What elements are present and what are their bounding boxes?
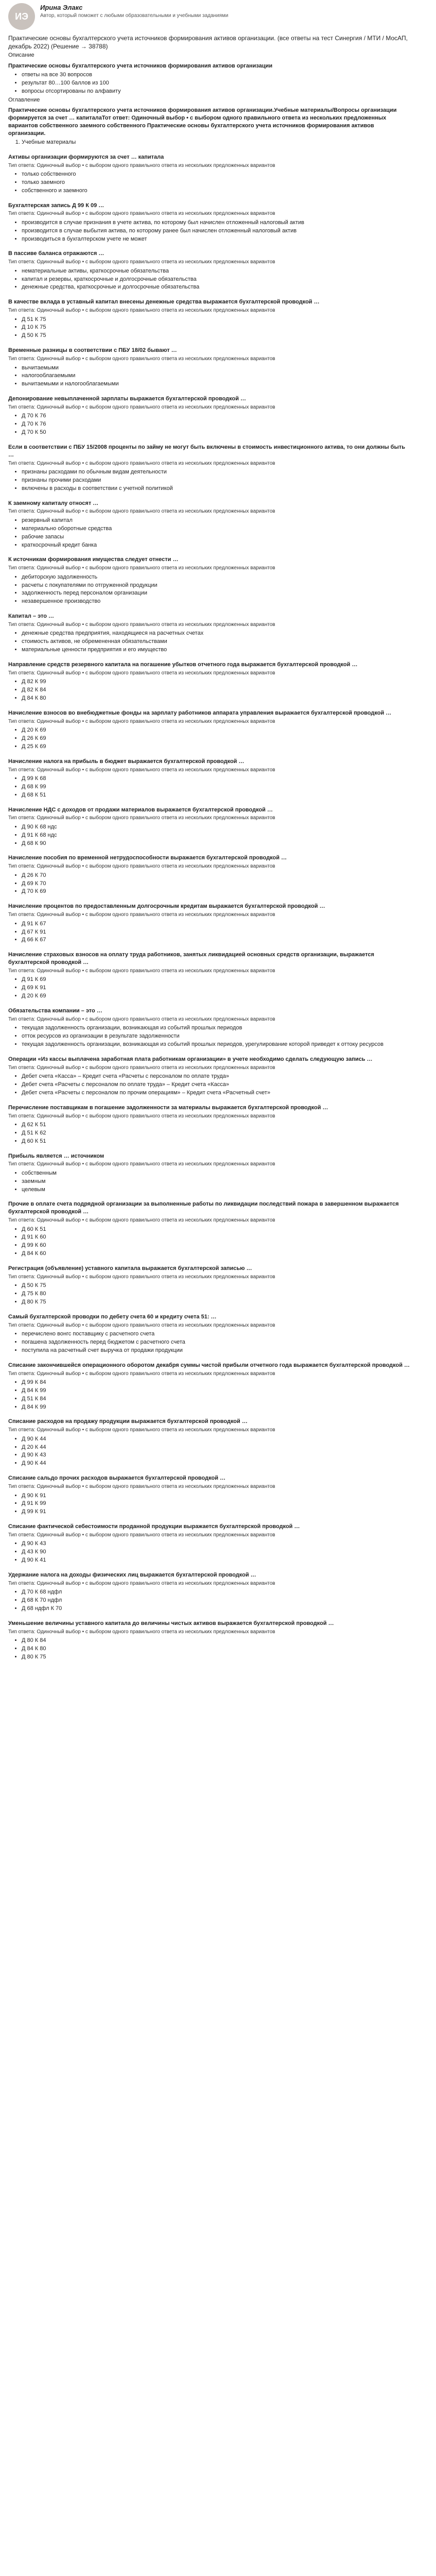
answer-option: • Д 60 К 51: [22, 1138, 411, 1145]
answer-option: • Д 68 К 51: [22, 791, 411, 799]
question-title: К источникам формирования имущества следует отнести …: [8, 556, 179, 563]
answer-option: • Д 80 К 75: [22, 1298, 411, 1306]
question-title: Самый бухгалтерской проводки по дебету счета 60 и кредиту счета 51: …: [8, 1313, 217, 1320]
question-type: Тип ответа: Одиночный выбор • с выбором одного правильного ответа из нескольких предложенных вариантов: [8, 1580, 275, 1586]
question-block: [8, 1523, 411, 1564]
question-block: [8, 1200, 411, 1258]
contents-heading: Практические основы бухгалтерского учета источников формирования активов организации.Учебные материалы/Вопросы организации формируется за счет … капиталаТот ответ: Одиночный выбор • с выбором одного правильного ответа из нескольких предложенных вариантов собственного заемного собственного Практические основы бухгалтерского учета источников формирования активов организации.: [8, 107, 397, 137]
question-type: Тип ответа: Одиночный выбор • с выбором одного правильного ответа из нескольких предложенных вариантов: [8, 162, 275, 168]
answer-option: • поступила на расчетный счет выручка от продажи продукции: [22, 1347, 411, 1354]
list-item: • результат 80…100 баллов из 100: [22, 79, 411, 87]
question-type: Тип ответа: Одиночный выбор • с выбором одного правильного ответа из нескольких предложенных вариантов: [8, 1016, 275, 1022]
answer-option: • Д 84 К 80: [22, 1645, 411, 1653]
answer-options: [8, 1588, 411, 1613]
question-type: Тип ответа: Одиночный выбор • с выбором одного правильного ответа из нескольких предложенных вариантов: [8, 211, 275, 217]
question-type: Тип ответа: Одиночный выбор • с выбором одного правильного ответа из нескольких предложенных вариантов: [8, 670, 275, 676]
question-type: Тип ответа: Одиночный выбор • с выбором одного правильного ответа из нескольких предложенных вариантов: [8, 1484, 275, 1489]
question-type: Тип ответа: Одиночный выбор • с выбором одного правильного ответа из нескольких предложенных вариантов: [8, 509, 275, 515]
answer-options: [8, 1540, 411, 1564]
answer-options: [8, 267, 411, 292]
answer-options: [8, 573, 411, 605]
question-block: [8, 1362, 411, 1411]
question-title: Начисление НДС с доходов от продажи материалов выражается бухгалтерской проводкой …: [8, 806, 273, 813]
question-type: Тип ответа: Одиночный выбор • с выбором одного правильного ответа из нескольких предложенных вариантов: [8, 863, 275, 870]
page-title: Практические основы бухгалтерского учета источников формирования активов организации. (все ответы на тест Синергия / МТИ / МосАП, декабрь 2022) (Решение → 38788): [8, 35, 408, 50]
answer-option: • заемным: [22, 1178, 411, 1185]
list-item: • ответы на все 30 вопросов: [22, 71, 411, 79]
question-type: Тип ответа: Одиночный выбор • с выбором одного правильного ответа из нескольких предложенных вариантов: [8, 404, 275, 410]
answer-options: [8, 517, 411, 549]
question-type: Тип ответа: Одиночный выбор • с выбором одного правильного ответа из нескольких предложенных вариантов: [8, 1532, 275, 1538]
question-type: Тип ответа: Одиночный выбор • с выбором одного правильного ответа из нескольких предложенных вариантов: [8, 259, 275, 265]
answer-option: • Д 90 К 91: [22, 1492, 411, 1500]
answer-option: • Д 66 К 67: [22, 936, 411, 944]
question-block: [8, 903, 411, 944]
answer-option: • резервный капитал: [22, 517, 411, 524]
description-label: Описание: [8, 52, 34, 59]
answer-option: • Д 99 К 60: [22, 1242, 411, 1249]
answer-option: • Д 91 К 60: [22, 1233, 411, 1241]
answer-options: [8, 823, 411, 848]
question-title: Операции «Из кассы выплачена заработная плата работникам организации» в учете необходимо сделать следующую запись …: [8, 1056, 373, 1062]
answer-option: • Д 20 К 44: [22, 1444, 411, 1451]
question-title: К заемному капиталу относят …: [8, 500, 99, 506]
question-title: В качестве вклада в уставный капитал внесены денежные средства выражается бухгалтерской проводкой …: [8, 299, 320, 306]
question-title: Если в соответствии с ПБУ 15/2008 проценты по займу не могут быть включены в стоимость инвестиционного актива, то они должны быть …: [8, 444, 405, 458]
answer-option: • Дебет счета «Расчеты с персоналом по оплате труда» – Кредит счета «Касса»: [22, 1081, 411, 1089]
answer-option: • стоимость активов, не обремененная обязательствами: [22, 638, 411, 646]
answer-option: • расчеты с покупателями по отгруженной продукции: [22, 582, 411, 589]
answer-option: • Д 75 К 80: [22, 1290, 411, 1298]
answer-option: • Д 51 К 75: [22, 316, 411, 324]
answer-options: [8, 976, 411, 1000]
answer-option: • Д 90 К 41: [22, 1556, 411, 1564]
answer-option: • Д 20 К 69: [22, 726, 411, 734]
answer-option: • краткосрочный кредит банка: [22, 541, 411, 549]
answer-option: • Д 70 К 68 ндфл: [22, 1588, 411, 1596]
answer-options: [8, 1492, 411, 1516]
answer-option: • Д 84 К 80: [22, 694, 411, 702]
question-title: Обязательства компании – это …: [8, 1007, 102, 1014]
question-title: Регистрация (объявление) уставного капитала выражается бухгалтерской записью …: [8, 1265, 252, 1272]
question-block: [8, 500, 411, 549]
contents-label: Оглавление: [8, 96, 40, 103]
answer-options: [8, 920, 411, 944]
question-type: Тип ответа: Одиночный выбор • с выбором одного правильного ответа из нескольких предложенных вариантов: [8, 1629, 275, 1635]
answer-option: • Д 91 К 68 ндс: [22, 832, 411, 839]
question-title: Бухгалтерская запись Д 99 К 09 …: [8, 202, 104, 209]
question-title: Списание фактической себестоимости проданной продукции выражается бухгалтерской проводкой …: [8, 1523, 300, 1530]
answer-option: • Д 90 К 44: [22, 1435, 411, 1443]
answer-option: • Д 51 К 62: [22, 1129, 411, 1137]
answer-options: [8, 726, 411, 751]
answer-option: • Д 51 К 84: [22, 1395, 411, 1403]
question-block: [8, 1007, 411, 1048]
answer-option: • включены в расходы в соответствии с учетной политикой: [22, 485, 411, 493]
answer-options: [8, 219, 411, 243]
question-block: [8, 613, 411, 654]
question-title: Удержание налога на доходы физических лиц выражается бухгалтерской проводкой …: [8, 1571, 256, 1578]
question-block: [8, 347, 411, 388]
answer-option: • вычитаемыми: [22, 364, 411, 372]
answer-options: [8, 364, 411, 388]
answer-options: [8, 775, 411, 799]
question-block: [8, 1620, 411, 1661]
question-block: [8, 556, 411, 605]
author-name[interactable]: Ирина Элакс: [40, 4, 83, 11]
question-block: [8, 444, 411, 493]
answer-option: • вычитаемыми и налогооблагаемыми: [22, 380, 411, 388]
answer-option: • Д 90 К 68 ндс: [22, 823, 411, 831]
answer-options: [8, 468, 411, 493]
question-title: Прочие в оплате счета подрядной организации за выполненные работы по ликвидации последствий пожара в завершенном выражается бухгалтерской проводкой …: [8, 1201, 399, 1215]
question-title: Уменьшение величины уставного капитала до величины чистых активов выражается бухгалтерской проводкой …: [8, 1620, 334, 1626]
answer-option: • Д 99 К 68: [22, 775, 411, 783]
answer-options: [8, 316, 411, 340]
answer-option: • нематериальные активы, краткосрочные обязательства: [22, 267, 411, 275]
answer-option: • Д 20 К 69: [22, 992, 411, 1000]
question-title: Перечисление поставщикам в погашение задолженности за материалы выражается бухгалтерской проводкой …: [8, 1104, 328, 1111]
author-description: Автор, который поможет с любыми образовательными и учебными заданиями: [40, 12, 229, 19]
question-title: Временные разницы в соответствии с ПБУ 18/02 бывают …: [8, 347, 177, 354]
answer-option: • материально оборотные средства: [22, 525, 411, 533]
answer-options: [8, 1024, 411, 1048]
answer-option: • Д 84 К 60: [22, 1250, 411, 1258]
answer-option: • собственным: [22, 1170, 411, 1177]
answer-option: • собственного и заемного: [22, 187, 411, 195]
answer-option: • только заемного: [22, 179, 411, 187]
answer-options: [8, 1170, 411, 1194]
answer-options: [8, 1226, 411, 1258]
question-type: Тип ответа: Одиночный выбор • с выбором одного правильного ответа из нескольких предложенных вариантов: [8, 621, 275, 628]
question-type: Тип ответа: Одиночный выбор • с выбором одного правильного ответа из нескольких предложенных вариантов: [8, 815, 275, 821]
question-block: [8, 1153, 411, 1194]
answer-option: • Д 99 К 91: [22, 1508, 411, 1516]
question-type: Тип ответа: Одиночный выбор • с выбором одного правильного ответа из нескольких предложенных вариантов: [8, 1370, 275, 1377]
question-type: Тип ответа: Одиночный выбор • с выбором одного правильного ответа из нескольких предложенных вариантов: [8, 565, 275, 571]
answer-option: • денежные средства предприятия, находящиеся на расчетных счетах: [22, 630, 411, 637]
answer-option: • Д 82 К 84: [22, 686, 411, 694]
answer-options: [8, 1637, 411, 1661]
question-title: Начисление налога на прибыль в бюджет выражается бухгалтерской проводкой …: [8, 758, 245, 765]
question-block: [8, 854, 411, 895]
answer-option: • Д 91 К 67: [22, 920, 411, 928]
answer-option: • Д 70 К 50: [22, 429, 411, 436]
answer-option: • Д 84 К 99: [22, 1403, 411, 1411]
question-type: Тип ответа: Одиночный выбор • с выбором одного правильного ответа из нескольких предложенных вариантов: [8, 308, 275, 314]
answer-options: [8, 1379, 411, 1411]
answer-option: • Д 91 К 99: [22, 1500, 411, 1507]
answer-option: • Д 91 К 69: [22, 976, 411, 984]
answer-option: • Д 99 К 84: [22, 1379, 411, 1386]
question-block: [8, 1571, 411, 1613]
question-block: [8, 154, 411, 195]
answer-option: • перечислено вонгс поставщику с расчетного счета: [22, 1330, 411, 1338]
answer-option: • Д 69 К 70: [22, 880, 411, 888]
answer-options: [8, 872, 411, 896]
answer-option: • Д 70 К 76: [22, 412, 411, 420]
question-type: Тип ответа: Одиночный выбор • с выбором одного правильного ответа из нескольких предложенных вариантов: [8, 767, 275, 773]
question-title: Начисление взносов во внебюджетные фонды на зарплату работников аппарата управления выражается бухгалтерской проводкой …: [8, 709, 392, 716]
answer-options: [8, 1435, 411, 1467]
question-type: Тип ответа: Одиночный выбор • с выбором одного правильного ответа из нескольких предложенных вариантов: [8, 1064, 275, 1071]
question-title: Списание сальдо прочих расходов выражается бухгалтерской проводкой …: [8, 1475, 226, 1482]
answer-option: • Дебет счета «Касса» – Кредит счета «Расчеты с персоналом по оплате труда»: [22, 1073, 411, 1080]
answer-option: • Д 26 К 69: [22, 735, 411, 742]
question-block: [8, 661, 411, 702]
answer-options: [8, 678, 411, 702]
question-block: [8, 202, 411, 243]
answer-option: • Д 80 К 84: [22, 1637, 411, 1645]
answer-option: • Д 82 К 99: [22, 678, 411, 686]
answer-option: • текущая задолженность организации, возникающая из событий прошлых периодов, урегулирование которой приведет к оттоку ресурсов: [22, 1041, 411, 1048]
answer-option: • отток ресурсов из организации в результате задолженности: [22, 1032, 411, 1040]
question-title: Прибыль является … источником: [8, 1153, 104, 1159]
question-block: [8, 1475, 411, 1516]
answer-option: • дебиторскую задолженность: [22, 573, 411, 581]
question-type: Тип ответа: Одиночный выбор • с выбором одного правильного ответа из нескольких предложенных вариантов: [8, 1322, 275, 1328]
question-block: [8, 951, 411, 1000]
answer-options: [8, 630, 411, 654]
question-type: Тип ответа: Одиночный выбор • с выбором одного правильного ответа из нескольких предложенных вариантов: [8, 1217, 275, 1224]
answer-option: • Д 62 К 51: [22, 1121, 411, 1129]
answer-options: [8, 171, 411, 195]
answer-option: • Д 68 ндфл К 70: [22, 1605, 411, 1613]
question-title: Начисление пособия по временной нетрудоспособности выражается бухгалтерской проводкой …: [8, 855, 287, 861]
question-title: Начисление страховых взносов на оплату труда работников, занятых ликвидацией основных средств организации, выражается бухгалтерской проводкой …: [8, 952, 374, 966]
answer-option: • Д 69 К 91: [22, 984, 411, 992]
intro-list: [8, 71, 411, 95]
answer-option: • производится в случае выбытия актива, по которому ранее был начислен отложенный налоговый актив: [22, 227, 411, 235]
toc-list: [8, 139, 411, 146]
answer-options: [8, 1073, 411, 1097]
answer-option: • погашена задолженность перед бюджетом с расчетного счета: [22, 1338, 411, 1346]
question-title: Капитал – это …: [8, 613, 55, 620]
answer-option: • Дебет счета «Расчеты с персоналом по прочим операциям» – Кредит счета «Расчетный счет»: [22, 1089, 411, 1097]
avatar[interactable]: ИЭ: [8, 3, 35, 30]
question-block: [8, 250, 411, 291]
answer-option: • рабочие запасы: [22, 533, 411, 541]
question-block: [8, 1056, 411, 1097]
answer-option: • Д 84 К 99: [22, 1387, 411, 1395]
answer-option: • Д 68 К 99: [22, 783, 411, 791]
answer-option: • капитал и резервы, краткосрочные и долгосрочные обязательства: [22, 276, 411, 283]
intro-heading: Практические основы бухгалтерского учета источников формирования активов организации: [8, 63, 273, 70]
answer-option: • Д 50 К 75: [22, 332, 411, 340]
question-title: Начисление процентов по предоставленным долгосрочным кредитам выражается бухгалтерской проводкой …: [8, 903, 325, 910]
question-type: Тип ответа: Одиночный выбор • с выбором одного правильного ответа из нескольких предложенных вариантов: [8, 718, 275, 724]
answer-option: • незавершенное производство: [22, 598, 411, 605]
question-block: [8, 1104, 411, 1145]
question-type: Тип ответа: Одиночный выбор • с выбором одного правильного ответа из нескольких предложенных вариантов: [8, 1274, 275, 1280]
question-title: В пассиве баланса отражаются …: [8, 250, 104, 257]
answer-option: • Д 43 К 90: [22, 1548, 411, 1556]
question-type: Тип ответа: Одиночный выбор • с выбором одного правильного ответа из нескольких предложенных вариантов: [8, 356, 275, 362]
answer-option: • Д 25 К 69: [22, 743, 411, 751]
answer-options: [8, 412, 411, 436]
question-title: Списание закончившейся операционного оборотом декабря суммы чистой прибыли отчетного года выражается бухгалтерской проводкой …: [8, 1362, 410, 1368]
list-item: • вопросы отсортированы по алфавиту: [22, 88, 411, 95]
question-title: Направление средств резервного капитала на погашение убытков отчетного года выражается бухгалтерской проводкой …: [8, 661, 358, 668]
question-block: [8, 758, 411, 799]
answer-options: [8, 1121, 411, 1145]
answer-option: • признаны прочими расходами: [22, 477, 411, 484]
answer-option: • налогооблагаемыми: [22, 372, 411, 380]
question-type: Тип ответа: Одиночный выбор • с выбором одного правильного ответа из нескольких предложенных вариантов: [8, 1113, 275, 1119]
answer-option: • Д 90 К 43: [22, 1540, 411, 1548]
question-block: [8, 1265, 411, 1306]
question-type: Тип ответа: Одиночный выбор • с выбором одного правильного ответа из нескольких предложенных вариантов: [8, 1427, 275, 1433]
answer-option: • материальные ценности предприятия и его имущество: [22, 646, 411, 654]
question-block: [8, 709, 411, 751]
answer-option: • Д 70 К 69: [22, 888, 411, 895]
question-type: Тип ответа: Одиночный выбор • с выбором одного правильного ответа из нескольких предложенных вариантов: [8, 912, 275, 918]
answer-option: • Д 90 К 44: [22, 1460, 411, 1467]
toc-item[interactable]: 1. Учебные материалы: [22, 139, 411, 146]
answer-option: • Д 68 К 90: [22, 840, 411, 848]
answer-option: • целевым: [22, 1186, 411, 1194]
question-block: [8, 806, 411, 848]
question-title: Списание расходов на продажу продукции выражается бухгалтерской проводкой …: [8, 1418, 248, 1425]
question-type: Тип ответа: Одиночный выбор • с выбором одного правильного ответа из нескольких предложенных вариантов: [8, 1161, 275, 1167]
answer-option: • Д 26 К 70: [22, 872, 411, 879]
answer-option: • производиться в бухгалтерском учете не может: [22, 235, 411, 243]
answer-option: • Д 80 К 75: [22, 1653, 411, 1661]
answer-option: • Д 50 К 75: [22, 1282, 411, 1290]
answer-option: • денежные средства, краткосрочные и долгосрочные обязательства: [22, 283, 411, 291]
answer-option: • Д 90 К 43: [22, 1451, 411, 1459]
question-title: Активы организации формируются за счет … капитала: [8, 154, 164, 160]
answer-option: • Д 10 К 75: [22, 324, 411, 331]
question-block: [8, 1313, 411, 1354]
question-block: [8, 395, 411, 436]
answer-option: • признаны расходами по обычным видам деятельности: [22, 468, 411, 476]
answer-option: • Д 67 К 91: [22, 928, 411, 936]
answer-options: [8, 1330, 411, 1354]
question-title: Депонирование невыплаченной зарплаты выражается бухгалтерской проводкой …: [8, 396, 247, 402]
answer-option: • Д 60 К 51: [22, 1226, 411, 1233]
answer-option: • производится в случае признания в учете актива, по которому был начислен отложенный налоговый актив: [22, 219, 411, 227]
answer-option: • задолженность перед персоналом организации: [22, 589, 411, 597]
author-block: [8, 3, 411, 30]
question-block: [8, 1418, 411, 1467]
answer-options: [8, 1282, 411, 1306]
answer-option: • Д 70 К 76: [22, 420, 411, 428]
answer-option: • Д 68 К 70 ндфл: [22, 1597, 411, 1604]
answer-option: • текущая задолженность организации, возникающая из событий прошлых периодов: [22, 1024, 411, 1032]
question-type: Тип ответа: Одиночный выбор • с выбором одного правильного ответа из нескольких предложенных вариантов: [8, 460, 275, 466]
questions-list: [8, 154, 411, 1661]
answer-option: • только собственного: [22, 171, 411, 178]
question-type: Тип ответа: Одиночный выбор • с выбором одного правильного ответа из нескольких предложенных вариантов: [8, 968, 275, 974]
question-block: [8, 298, 411, 340]
